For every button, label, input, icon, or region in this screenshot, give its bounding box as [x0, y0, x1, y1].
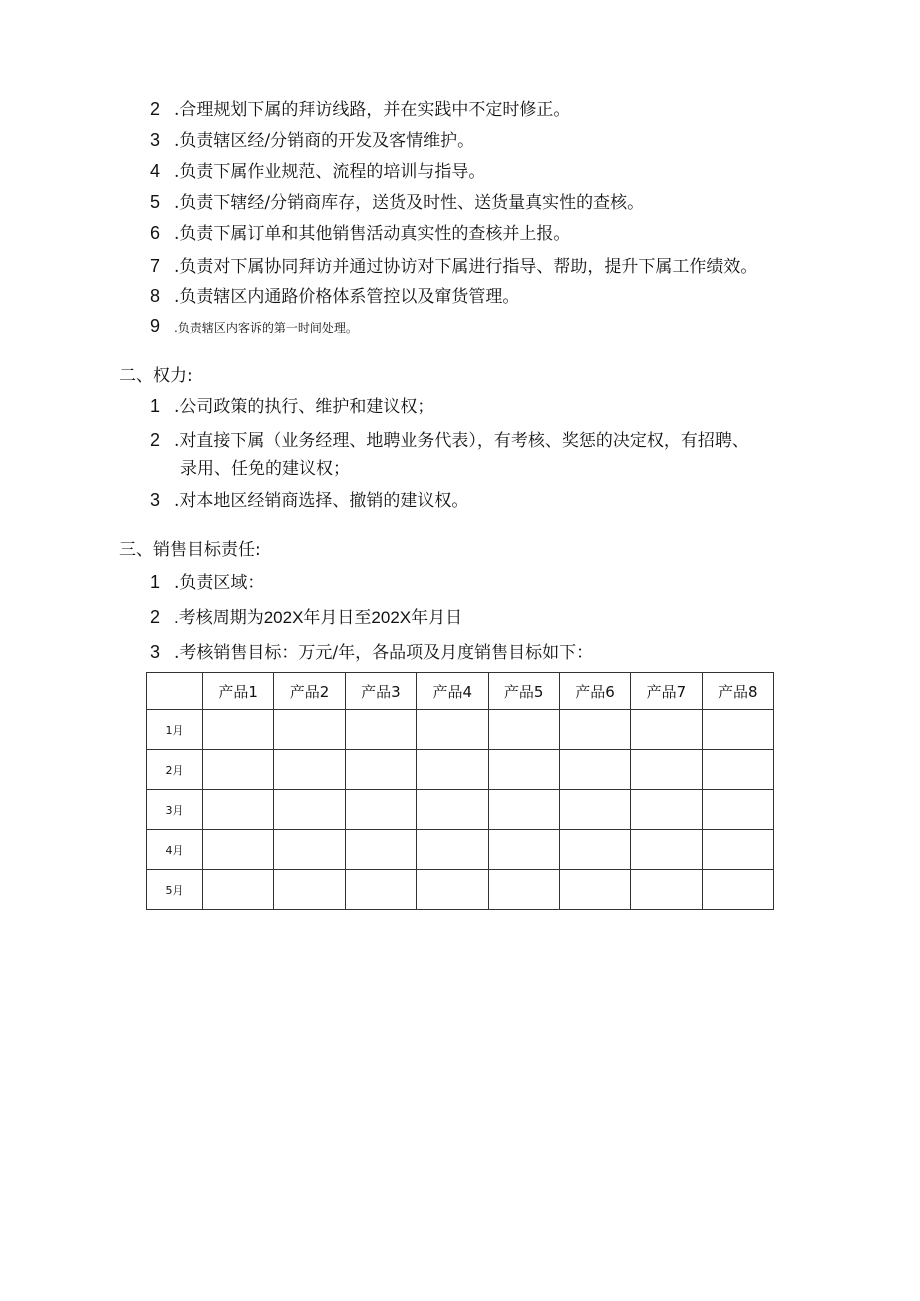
- target-cell: [702, 870, 773, 910]
- header-product-4: 产品4: [417, 673, 488, 710]
- power-text: .对直接下属（业务经理、地聘业务代表），有考核、奖惩的决定权，有招聘、: [174, 431, 749, 451]
- target-cell: [631, 870, 702, 910]
- target-cell: [559, 830, 630, 870]
- month-cell: 5月: [147, 870, 203, 910]
- power-text: .对本地区经销商选择、撤销的建议权。: [174, 491, 469, 511]
- target-cell: [417, 750, 488, 790]
- duty-num: 3: [150, 130, 161, 150]
- duty-text: .负责下辖经/分销商库存，送货及时性、送货量真实性的查核。: [174, 193, 645, 213]
- header-product-5: 产品5: [488, 673, 559, 710]
- duty-num: 2: [150, 99, 161, 119]
- header-product-7: 产品7: [631, 673, 702, 710]
- target-cell: [203, 830, 274, 870]
- target-item-3: [150, 641, 593, 664]
- target-cell: [345, 830, 416, 870]
- duty-text: .负责辖区经/分销商的开发及客情维护。: [174, 131, 475, 151]
- target-cell: [631, 790, 702, 830]
- table-header-row: [147, 673, 774, 710]
- duty-num: 6: [150, 223, 161, 243]
- power-num: 2: [150, 430, 161, 450]
- month-cell: 2月: [147, 750, 203, 790]
- target-cell: [274, 870, 345, 910]
- duty-item-5: [150, 191, 644, 214]
- target-cell: [488, 710, 559, 750]
- target-num: 3: [150, 642, 161, 662]
- target-cell: [274, 830, 345, 870]
- target-cell: [702, 830, 773, 870]
- header-product-1: 产品1: [203, 673, 274, 710]
- target-cell: [631, 710, 702, 750]
- target-cell: [345, 790, 416, 830]
- duty-text: .合理规划下属的拜访线路，并在实践中不定时修正。: [174, 100, 571, 120]
- section-title-sales-targets: 三、销售目标责任:: [119, 540, 261, 560]
- power-item-3: [150, 489, 468, 512]
- target-cell: [417, 790, 488, 830]
- target-cell: [203, 790, 274, 830]
- section-title-powers: 二、权力:: [119, 366, 193, 386]
- header-product-6: 产品6: [559, 673, 630, 710]
- month-cell: 3月: [147, 790, 203, 830]
- target-cell: [417, 710, 488, 750]
- header-product-2: 产品2: [274, 673, 345, 710]
- power-text: .公司政策的执行、维护和建议权；: [174, 397, 435, 417]
- target-cell: [345, 710, 416, 750]
- duty-item-2: [150, 98, 570, 121]
- duty-num: 9: [150, 316, 161, 336]
- target-cell: [488, 830, 559, 870]
- duty-text: .负责辖区内客诉的第一时间处理。: [174, 321, 358, 335]
- duty-item-8: [150, 285, 519, 308]
- target-cell: [488, 750, 559, 790]
- duty-item-3: [150, 129, 474, 152]
- table-row: [147, 750, 774, 790]
- target-cell: [274, 790, 345, 830]
- target-text: .负责区域：: [174, 573, 265, 593]
- target-num: 1: [150, 572, 161, 592]
- sales-target-table: [146, 672, 774, 910]
- header-product-3: 产品3: [345, 673, 416, 710]
- power-num: 1: [150, 396, 161, 416]
- target-cell: [274, 750, 345, 790]
- target-cell: [345, 870, 416, 910]
- duty-text: .负责下属订单和其他销售活动真实性的查核并上报。: [174, 224, 571, 244]
- target-cell: [345, 750, 416, 790]
- duty-num: 4: [150, 161, 161, 181]
- target-cell: [559, 790, 630, 830]
- target-item-1: [150, 571, 264, 594]
- header-product-8: 产品8: [702, 673, 773, 710]
- target-num: 2: [150, 607, 161, 627]
- duty-item-7: [150, 255, 757, 278]
- target-cell: [702, 790, 773, 830]
- target-cell: [488, 870, 559, 910]
- target-cell: [488, 790, 559, 830]
- duty-text: .负责对下属协同拜访并通过协访对下属进行指导、帮助，提升下属工作绩效。: [174, 257, 758, 277]
- duty-num: 7: [150, 256, 161, 276]
- duty-item-6: [150, 222, 570, 245]
- duty-item-9: [150, 315, 358, 339]
- table-row: [147, 830, 774, 870]
- duty-item-4: [150, 160, 485, 183]
- month-cell: 1月: [147, 710, 203, 750]
- duty-text: .负责辖区内通路价格体系管控以及窜货管理。: [174, 287, 520, 307]
- duty-num: 5: [150, 192, 161, 212]
- target-cell: [559, 870, 630, 910]
- target-cell: [203, 750, 274, 790]
- target-cell: [702, 710, 773, 750]
- power-item-2: [150, 429, 749, 452]
- month-cell: 4月: [147, 830, 203, 870]
- target-cell: [417, 830, 488, 870]
- target-cell: [274, 710, 345, 750]
- power-item-1: [150, 395, 434, 418]
- header-corner-cell: [147, 673, 203, 710]
- power-num: 3: [150, 490, 161, 510]
- target-cell: [203, 870, 274, 910]
- target-cell: [417, 870, 488, 910]
- target-item-2: [150, 606, 462, 629]
- table-row: [147, 870, 774, 910]
- duty-num: 8: [150, 286, 161, 306]
- target-cell: [631, 750, 702, 790]
- power-item-2-continuation: 录用、任免的建议权；: [180, 459, 350, 479]
- table-row: [147, 710, 774, 750]
- table-row: [147, 790, 774, 830]
- duty-text: .负责下属作业规范、流程的培训与指导。: [174, 162, 486, 182]
- target-cell: [631, 830, 702, 870]
- target-cell: [559, 710, 630, 750]
- target-text: .考核销售目标：万元/年，各品项及月度销售目标如下：: [174, 643, 594, 663]
- target-cell: [203, 710, 274, 750]
- target-cell: [559, 750, 630, 790]
- target-text: .考核周期为202X年月日至202X年月日: [174, 608, 463, 627]
- target-cell: [702, 750, 773, 790]
